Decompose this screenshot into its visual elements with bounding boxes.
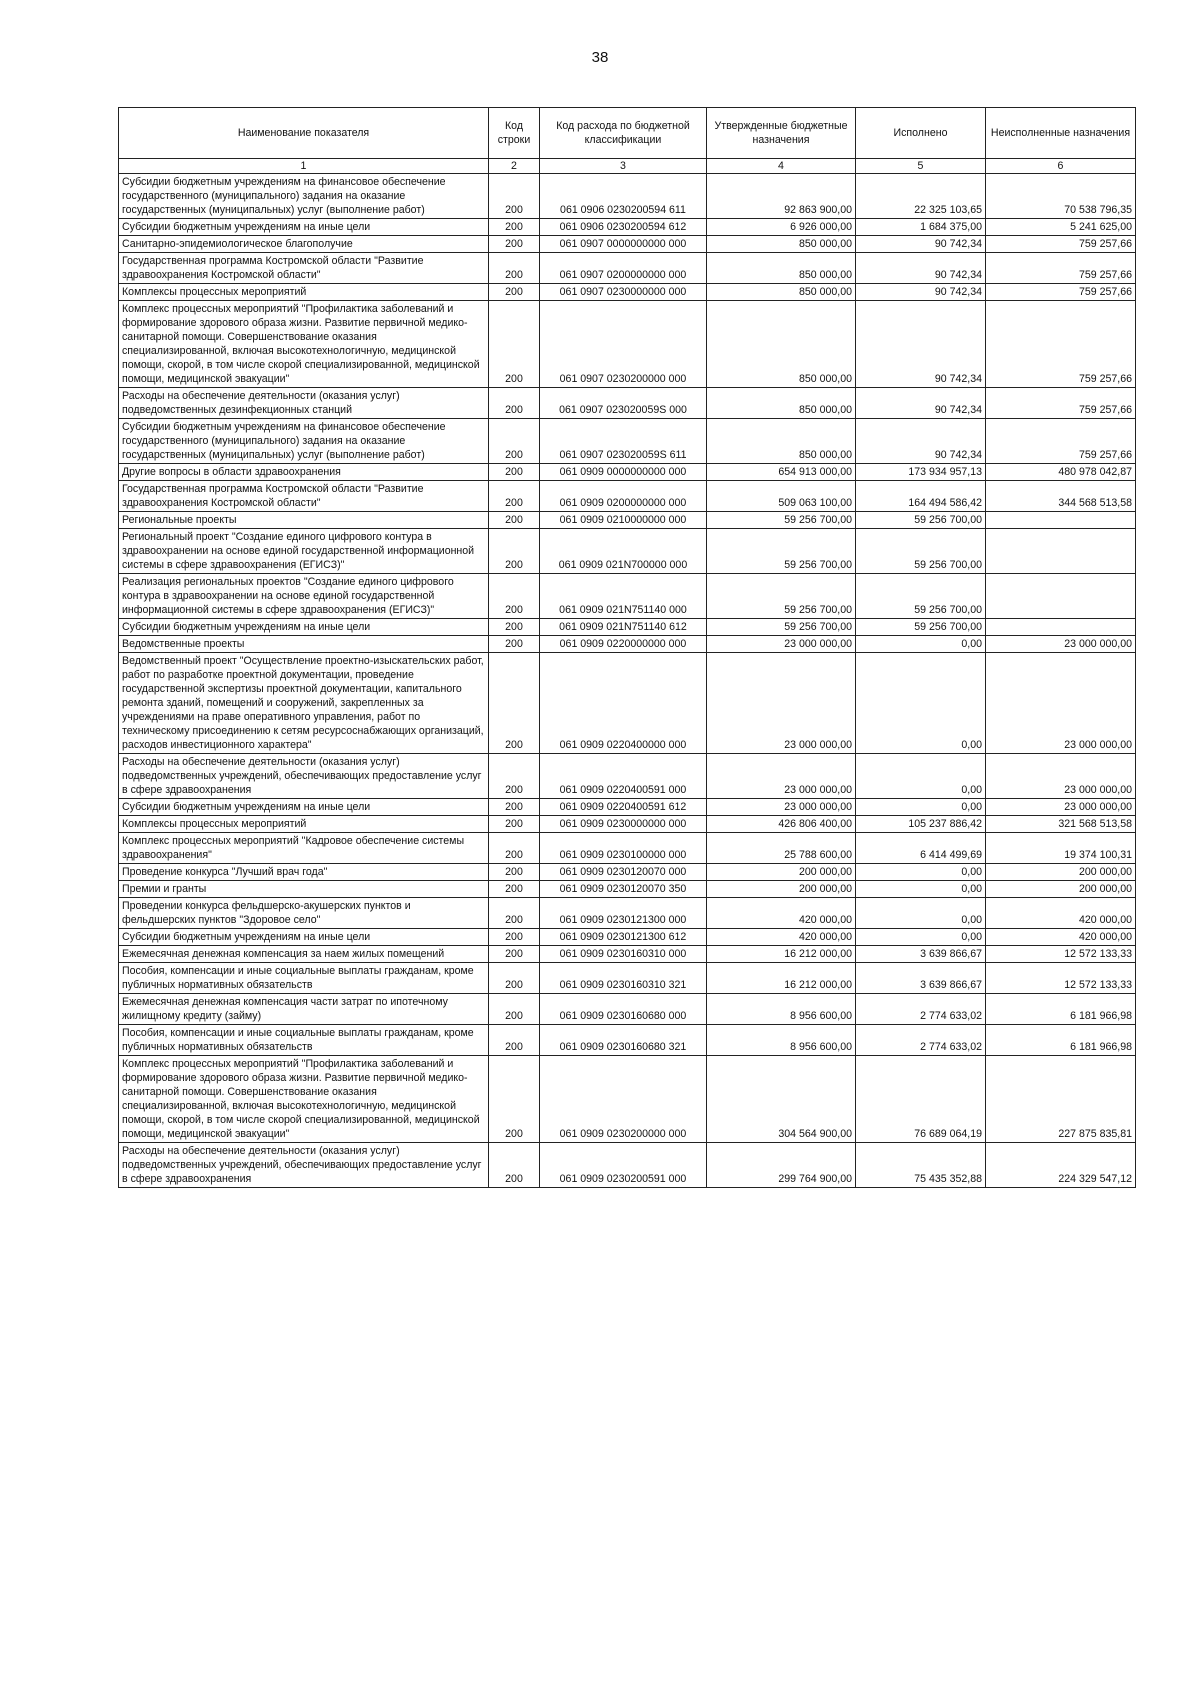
- row-name-cell: Реализация региональных проектов "Создание единого цифрового контура в здравоохранении на основе единой государственной информационной системы в сфере здравоохранения (ЕГИСЗ)": [119, 574, 489, 619]
- column-number: 2: [489, 159, 540, 174]
- row-executed-cell: 0,00: [856, 898, 986, 929]
- row-line-code-cell: 200: [489, 236, 540, 253]
- row-line-code-cell: 200: [489, 219, 540, 236]
- row-approved-cell: 59 256 700,00: [707, 574, 856, 619]
- row-approved-cell: 426 806 400,00: [707, 816, 856, 833]
- row-name-cell: Субсидии бюджетным учреждениям на иные цели: [119, 799, 489, 816]
- row-executed-cell: 59 256 700,00: [856, 574, 986, 619]
- row-approved-cell: 850 000,00: [707, 388, 856, 419]
- row-budget-code-cell: 061 0907 0230000000 000: [540, 284, 707, 301]
- row-name-cell: Субсидии бюджетным учреждениям на иные цели: [119, 219, 489, 236]
- row-line-code-cell: 200: [489, 574, 540, 619]
- row-name-cell: Проведение конкурса "Лучший врач года": [119, 864, 489, 881]
- table-row: [119, 1025, 1136, 1056]
- row-approved-cell: 304 564 900,00: [707, 1056, 856, 1143]
- row-budget-code-cell: 061 0909 0230200591 000: [540, 1143, 707, 1188]
- header-name: Наименование показателя: [119, 108, 489, 159]
- row-budget-code-cell: 061 0909 0230100000 000: [540, 833, 707, 864]
- row-budget-code-cell: 061 0909 0210000000 000: [540, 512, 707, 529]
- column-number-row: [119, 159, 1136, 174]
- row-executed-cell: 90 742,34: [856, 284, 986, 301]
- row-unexecuted-cell: 12 572 133,33: [986, 946, 1136, 963]
- row-executed-cell: 0,00: [856, 653, 986, 754]
- row-executed-cell: 0,00: [856, 799, 986, 816]
- row-unexecuted-cell: 19 374 100,31: [986, 833, 1136, 864]
- row-executed-cell: 1 684 375,00: [856, 219, 986, 236]
- row-executed-cell: 59 256 700,00: [856, 529, 986, 574]
- row-line-code-cell: 200: [489, 301, 540, 388]
- row-line-code-cell: 200: [489, 754, 540, 799]
- row-budget-code-cell: 061 0907 023020059S 611: [540, 419, 707, 464]
- header-budget-code: Код расхода по бюджетной классификации: [540, 108, 707, 159]
- row-executed-cell: 90 742,34: [856, 253, 986, 284]
- row-executed-cell: 0,00: [856, 881, 986, 898]
- table-row: [119, 994, 1136, 1025]
- row-approved-cell: 25 788 600,00: [707, 833, 856, 864]
- row-approved-cell: 92 863 900,00: [707, 174, 856, 219]
- row-line-code-cell: 200: [489, 619, 540, 636]
- row-approved-cell: 200 000,00: [707, 881, 856, 898]
- row-approved-cell: 200 000,00: [707, 864, 856, 881]
- row-budget-code-cell: 061 0909 021N751140 000: [540, 574, 707, 619]
- row-approved-cell: 850 000,00: [707, 301, 856, 388]
- table-row: [119, 1056, 1136, 1143]
- row-unexecuted-cell: 420 000,00: [986, 898, 1136, 929]
- row-line-code-cell: 200: [489, 994, 540, 1025]
- table-row: [119, 388, 1136, 419]
- row-line-code-cell: 200: [489, 1143, 540, 1188]
- row-unexecuted-cell: 6 181 966,98: [986, 1025, 1136, 1056]
- row-executed-cell: 3 639 866,67: [856, 963, 986, 994]
- row-name-cell: Комплексы процессных мероприятий: [119, 816, 489, 833]
- row-line-code-cell: 200: [489, 512, 540, 529]
- row-unexecuted-cell: 23 000 000,00: [986, 636, 1136, 653]
- row-line-code-cell: 200: [489, 1056, 540, 1143]
- row-budget-code-cell: 061 0907 0000000000 000: [540, 236, 707, 253]
- row-unexecuted-cell: 759 257,66: [986, 301, 1136, 388]
- table-row: [119, 619, 1136, 636]
- row-approved-cell: 59 256 700,00: [707, 619, 856, 636]
- row-line-code-cell: 200: [489, 799, 540, 816]
- row-name-cell: Ежемесячная денежная компенсация части затрат по ипотечному жилищному кредиту (займу): [119, 994, 489, 1025]
- row-name-cell: Ежемесячная денежная компенсация за наем жилых помещений: [119, 946, 489, 963]
- table-row: [119, 529, 1136, 574]
- row-budget-code-cell: 061 0909 021N751140 612: [540, 619, 707, 636]
- row-unexecuted-cell: 759 257,66: [986, 388, 1136, 419]
- row-approved-cell: 850 000,00: [707, 236, 856, 253]
- row-unexecuted-cell: 70 538 796,35: [986, 174, 1136, 219]
- row-approved-cell: 420 000,00: [707, 898, 856, 929]
- row-name-cell: Комплекс процессных мероприятий "Профилактика заболеваний и формирование здорового образа жизни. Развитие первичной медико-санитарной помощи. Совершенствование оказания специализированной, включая высокотехнологичную, медицинской помощи, скорой, в том числе скорой специализированной, медицинской помощи, медицинской эвакуации": [119, 301, 489, 388]
- row-name-cell: Расходы на обеспечение деятельности (оказания услуг) подведомственных дезинфекционных станций: [119, 388, 489, 419]
- row-line-code-cell: 200: [489, 898, 540, 929]
- row-name-cell: Комплекс процессных мероприятий "Профилактика заболеваний и формирование здорового образа жизни. Развитие первичной медико-санитарной помощи. Совершенствование оказания специализированной, включая высокотехнологичную, медицинской помощи, скорой, в том числе скорой специализированной, медицинской помощи, медицинской эвакуации": [119, 1056, 489, 1143]
- table-row: [119, 174, 1136, 219]
- row-approved-cell: 509 063 100,00: [707, 481, 856, 512]
- table-row: [119, 946, 1136, 963]
- row-executed-cell: 3 639 866,67: [856, 946, 986, 963]
- row-executed-cell: 22 325 103,65: [856, 174, 986, 219]
- row-unexecuted-cell: 759 257,66: [986, 253, 1136, 284]
- row-line-code-cell: 200: [489, 388, 540, 419]
- row-executed-cell: 90 742,34: [856, 301, 986, 388]
- row-name-cell: Ведомственный проект "Осуществление проектно-изыскательских работ, работ по разработке проектной документации, проведение государственной экспертизы проектной документации, капитального ремонта зданий, помещений и сооружений, закрепленных за учреждениями на праве оперативного управления, работ по техническому присоединению к сетям ресурсоснабжающих организаций, расходов инвестиционного характера": [119, 653, 489, 754]
- row-unexecuted-cell: 23 000 000,00: [986, 653, 1136, 754]
- table-row: [119, 419, 1136, 464]
- row-executed-cell: 0,00: [856, 864, 986, 881]
- row-executed-cell: 6 414 499,69: [856, 833, 986, 864]
- row-budget-code-cell: 061 0909 0230121300 000: [540, 898, 707, 929]
- row-budget-code-cell: 061 0909 0220400000 000: [540, 653, 707, 754]
- table-row: [119, 219, 1136, 236]
- budget-execution-table: [118, 107, 1136, 1188]
- page-number: 38: [591, 49, 609, 66]
- row-name-cell: Субсидии бюджетным учреждениям на иные цели: [119, 619, 489, 636]
- row-approved-cell: 59 256 700,00: [707, 512, 856, 529]
- row-approved-cell: 23 000 000,00: [707, 799, 856, 816]
- row-approved-cell: 299 764 900,00: [707, 1143, 856, 1188]
- row-unexecuted-cell: [986, 512, 1136, 529]
- row-approved-cell: 420 000,00: [707, 929, 856, 946]
- row-name-cell: Государственная программа Костромской области "Развитие здравоохранения Костромской области": [119, 481, 489, 512]
- table-row: [119, 653, 1136, 754]
- row-line-code-cell: 200: [489, 464, 540, 481]
- table-row: [119, 284, 1136, 301]
- row-unexecuted-cell: 5 241 625,00: [986, 219, 1136, 236]
- table-row: [119, 898, 1136, 929]
- row-unexecuted-cell: 200 000,00: [986, 881, 1136, 898]
- row-approved-cell: 8 956 600,00: [707, 994, 856, 1025]
- row-budget-code-cell: 061 0909 0220400591 612: [540, 799, 707, 816]
- row-unexecuted-cell: 344 568 513,58: [986, 481, 1136, 512]
- row-approved-cell: 23 000 000,00: [707, 653, 856, 754]
- table-row: [119, 481, 1136, 512]
- row-name-cell: Ведомственные проекты: [119, 636, 489, 653]
- row-executed-cell: 0,00: [856, 754, 986, 799]
- row-name-cell: Другие вопросы в области здравоохранения: [119, 464, 489, 481]
- row-approved-cell: 16 212 000,00: [707, 963, 856, 994]
- row-line-code-cell: 200: [489, 253, 540, 284]
- row-name-cell: Региональный проект "Создание единого цифрового контура в здравоохранении на основе единой государственной информационной системы в сфере здравоохранения (ЕГИСЗ)": [119, 529, 489, 574]
- row-budget-code-cell: 061 0909 021N700000 000: [540, 529, 707, 574]
- table-row: [119, 636, 1136, 653]
- table-row: [119, 881, 1136, 898]
- row-unexecuted-cell: 224 329 547,12: [986, 1143, 1136, 1188]
- row-name-cell: Санитарно-эпидемиологическое благополучие: [119, 236, 489, 253]
- header-unexecuted: Неисполненные назначения: [986, 108, 1136, 159]
- row-budget-code-cell: 061 0906 0230200594 612: [540, 219, 707, 236]
- row-unexecuted-cell: [986, 529, 1136, 574]
- row-executed-cell: 75 435 352,88: [856, 1143, 986, 1188]
- row-executed-cell: 105 237 886,42: [856, 816, 986, 833]
- header-line-code: Код строки: [489, 108, 540, 159]
- row-name-cell: Премии и гранты: [119, 881, 489, 898]
- row-line-code-cell: 200: [489, 636, 540, 653]
- row-line-code-cell: 200: [489, 946, 540, 963]
- row-unexecuted-cell: [986, 619, 1136, 636]
- row-approved-cell: 59 256 700,00: [707, 529, 856, 574]
- row-line-code-cell: 200: [489, 833, 540, 864]
- row-budget-code-cell: 061 0909 0200000000 000: [540, 481, 707, 512]
- row-executed-cell: 59 256 700,00: [856, 619, 986, 636]
- row-unexecuted-cell: 420 000,00: [986, 929, 1136, 946]
- row-unexecuted-cell: 759 257,66: [986, 284, 1136, 301]
- row-unexecuted-cell: 759 257,66: [986, 419, 1136, 464]
- row-name-cell: Комплекс процессных мероприятий "Кадровое обеспечение системы здравоохранения": [119, 833, 489, 864]
- row-line-code-cell: 200: [489, 963, 540, 994]
- row-budget-code-cell: 061 0909 0230121300 612: [540, 929, 707, 946]
- row-name-cell: Расходы на обеспечение деятельности (оказания услуг) подведомственных учреждений, обеспечивающих предоставление услуг в сфере здравоохранения: [119, 754, 489, 799]
- column-number: 4: [707, 159, 856, 174]
- row-executed-cell: 2 774 633,02: [856, 1025, 986, 1056]
- row-approved-cell: 23 000 000,00: [707, 636, 856, 653]
- row-line-code-cell: 200: [489, 419, 540, 464]
- table-row: [119, 1143, 1136, 1188]
- header-approved: Утвержденные бюджетные назначения: [707, 108, 856, 159]
- table-row: [119, 301, 1136, 388]
- row-unexecuted-cell: 759 257,66: [986, 236, 1136, 253]
- row-unexecuted-cell: 321 568 513,58: [986, 816, 1136, 833]
- row-budget-code-cell: 061 0909 0220400591 000: [540, 754, 707, 799]
- row-name-cell: Субсидии бюджетным учреждениям на иные цели: [119, 929, 489, 946]
- row-approved-cell: 850 000,00: [707, 284, 856, 301]
- row-name-cell: Субсидии бюджетным учреждениям на финансовое обеспечение государственного (муниципального) задания на оказание государственных (муниципальных) услуг (выполнение работ): [119, 174, 489, 219]
- row-line-code-cell: 200: [489, 816, 540, 833]
- row-executed-cell: 90 742,34: [856, 236, 986, 253]
- row-name-cell: Проведении конкурса фельдшерско-акушерских пунктов и фельдшерских пунктов "Здоровое село": [119, 898, 489, 929]
- table-row: [119, 963, 1136, 994]
- row-line-code-cell: 200: [489, 653, 540, 754]
- row-budget-code-cell: 061 0909 0230120070 350: [540, 881, 707, 898]
- row-name-cell: Комплексы процессных мероприятий: [119, 284, 489, 301]
- column-number: 6: [986, 159, 1136, 174]
- row-line-code-cell: 200: [489, 1025, 540, 1056]
- table-row: [119, 253, 1136, 284]
- row-executed-cell: 2 774 633,02: [856, 994, 986, 1025]
- row-line-code-cell: 200: [489, 529, 540, 574]
- row-approved-cell: 850 000,00: [707, 419, 856, 464]
- row-executed-cell: 0,00: [856, 636, 986, 653]
- row-budget-code-cell: 061 0909 0230200000 000: [540, 1056, 707, 1143]
- row-executed-cell: 173 934 957,13: [856, 464, 986, 481]
- row-budget-code-cell: 061 0909 0000000000 000: [540, 464, 707, 481]
- row-unexecuted-cell: 12 572 133,33: [986, 963, 1136, 994]
- row-executed-cell: 90 742,34: [856, 419, 986, 464]
- table-row: [119, 574, 1136, 619]
- row-name-cell: Государственная программа Костромской области "Развитие здравоохранения Костромской области": [119, 253, 489, 284]
- table-row: [119, 754, 1136, 799]
- row-budget-code-cell: 061 0907 023020059S 000: [540, 388, 707, 419]
- row-budget-code-cell: 061 0909 0230160310 000: [540, 946, 707, 963]
- row-executed-cell: 90 742,34: [856, 388, 986, 419]
- column-number: 3: [540, 159, 707, 174]
- row-unexecuted-cell: 23 000 000,00: [986, 754, 1136, 799]
- row-line-code-cell: 200: [489, 481, 540, 512]
- table-body: [119, 174, 1136, 1188]
- row-name-cell: Субсидии бюджетным учреждениям на финансовое обеспечение государственного (муниципального) задания на оказание государственных (муниципальных) услуг (выполнение работ): [119, 419, 489, 464]
- row-name-cell: Расходы на обеспечение деятельности (оказания услуг) подведомственных учреждений, обеспечивающих предоставление услуг в сфере здравоохранения: [119, 1143, 489, 1188]
- table-row: [119, 512, 1136, 529]
- row-executed-cell: 59 256 700,00: [856, 512, 986, 529]
- row-approved-cell: 16 212 000,00: [707, 946, 856, 963]
- table-row: [119, 236, 1136, 253]
- table-row: [119, 464, 1136, 481]
- row-budget-code-cell: 061 0909 0230120070 000: [540, 864, 707, 881]
- row-line-code-cell: 200: [489, 929, 540, 946]
- row-approved-cell: 850 000,00: [707, 253, 856, 284]
- table-row: [119, 864, 1136, 881]
- row-unexecuted-cell: 23 000 000,00: [986, 799, 1136, 816]
- row-executed-cell: 76 689 064,19: [856, 1056, 986, 1143]
- row-budget-code-cell: 061 0909 0230000000 000: [540, 816, 707, 833]
- table-row: [119, 929, 1136, 946]
- row-approved-cell: 654 913 000,00: [707, 464, 856, 481]
- column-number: 5: [856, 159, 986, 174]
- row-line-code-cell: 200: [489, 864, 540, 881]
- row-executed-cell: 164 494 586,42: [856, 481, 986, 512]
- row-budget-code-cell: 061 0909 0230160680 321: [540, 1025, 707, 1056]
- row-budget-code-cell: 061 0909 0220000000 000: [540, 636, 707, 653]
- row-line-code-cell: 200: [489, 284, 540, 301]
- header-row: [119, 108, 1136, 159]
- row-budget-code-cell: 061 0909 0230160680 000: [540, 994, 707, 1025]
- row-budget-code-cell: 061 0906 0230200594 611: [540, 174, 707, 219]
- row-unexecuted-cell: 200 000,00: [986, 864, 1136, 881]
- row-unexecuted-cell: 227 875 835,81: [986, 1056, 1136, 1143]
- column-number: 1: [119, 159, 489, 174]
- row-unexecuted-cell: 6 181 966,98: [986, 994, 1136, 1025]
- row-approved-cell: 8 956 600,00: [707, 1025, 856, 1056]
- header-executed: Исполнено: [856, 108, 986, 159]
- row-line-code-cell: 200: [489, 174, 540, 219]
- table-row: [119, 799, 1136, 816]
- row-line-code-cell: 200: [489, 881, 540, 898]
- row-executed-cell: 0,00: [856, 929, 986, 946]
- row-budget-code-cell: 061 0907 0200000000 000: [540, 253, 707, 284]
- row-name-cell: Пособия, компенсации и иные социальные выплаты гражданам, кроме публичных нормативных обязательств: [119, 1025, 489, 1056]
- row-budget-code-cell: 061 0909 0230160310 321: [540, 963, 707, 994]
- row-budget-code-cell: 061 0907 0230200000 000: [540, 301, 707, 388]
- table-row: [119, 833, 1136, 864]
- row-unexecuted-cell: [986, 574, 1136, 619]
- row-name-cell: Региональные проекты: [119, 512, 489, 529]
- row-approved-cell: 23 000 000,00: [707, 754, 856, 799]
- row-unexecuted-cell: 480 978 042,87: [986, 464, 1136, 481]
- row-name-cell: Пособия, компенсации и иные социальные выплаты гражданам, кроме публичных нормативных обязательств: [119, 963, 489, 994]
- table-row: [119, 816, 1136, 833]
- row-approved-cell: 6 926 000,00: [707, 219, 856, 236]
